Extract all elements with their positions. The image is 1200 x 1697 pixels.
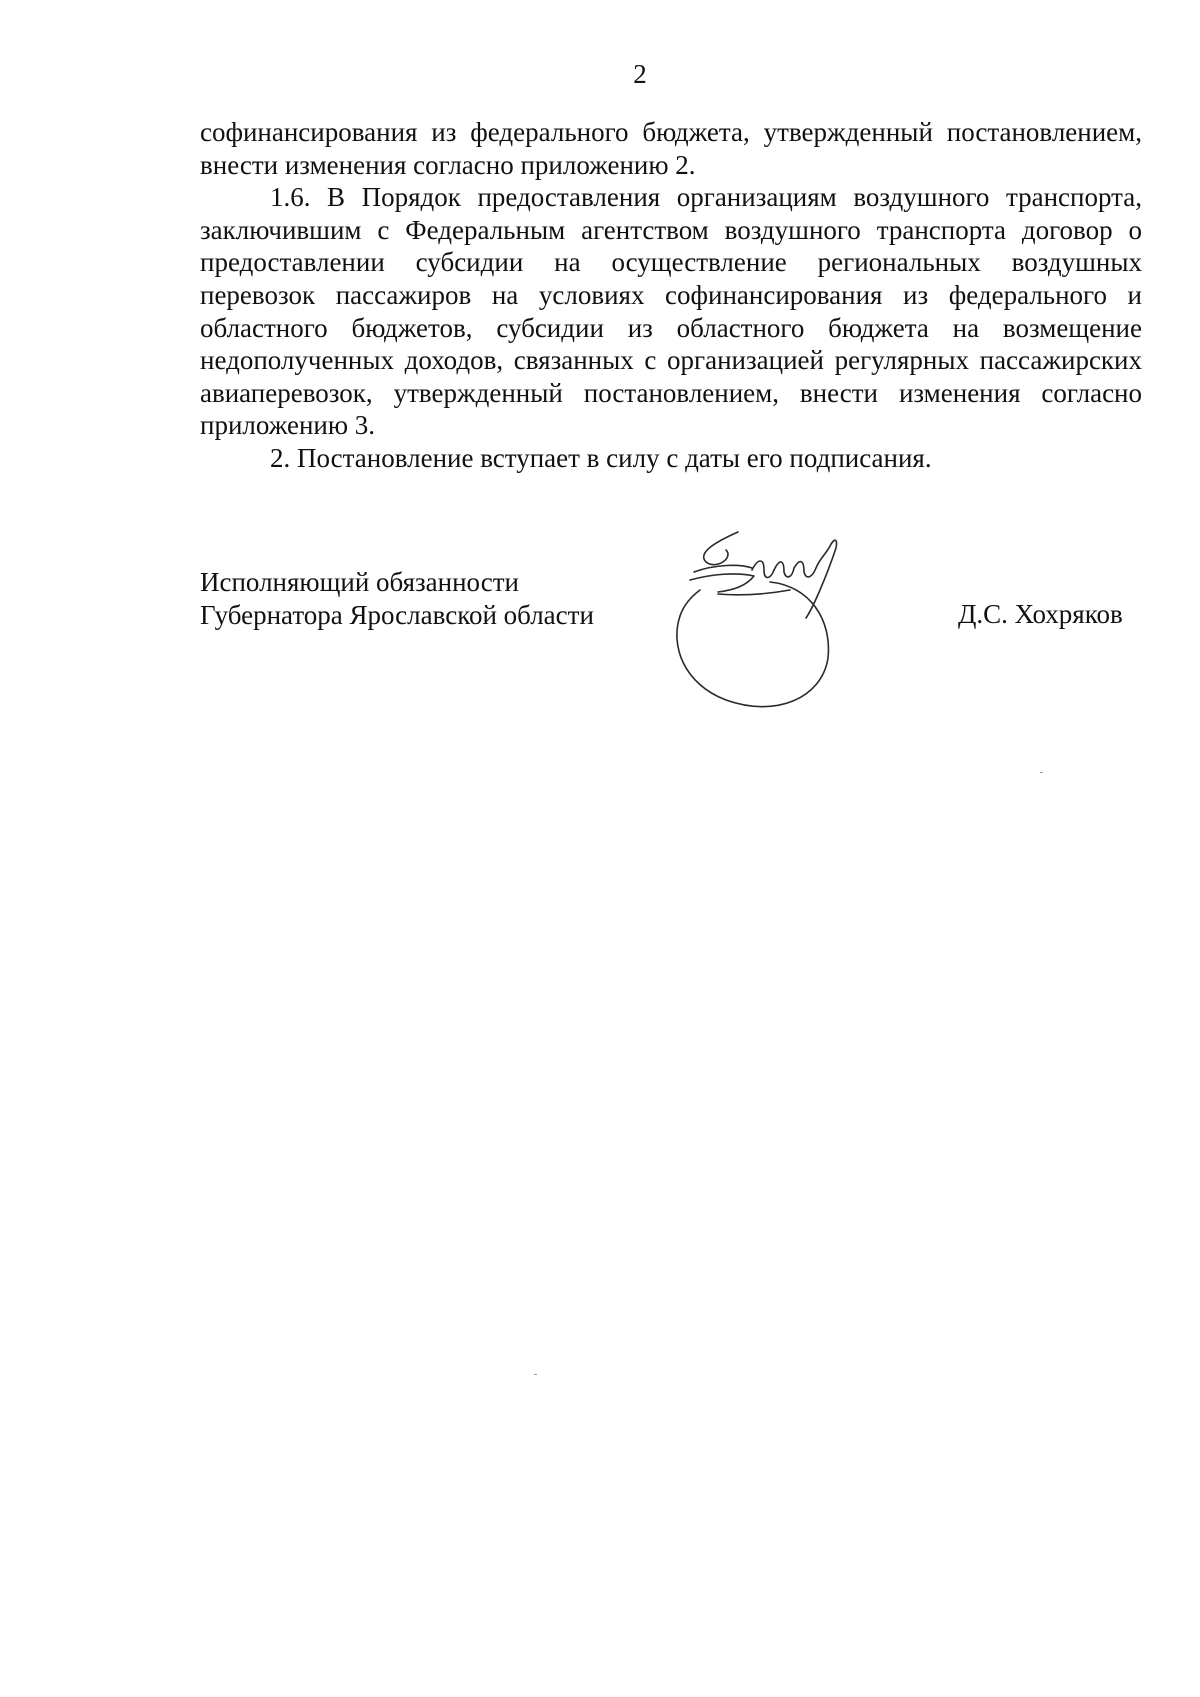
page-number: 2	[633, 59, 647, 89]
paragraph-item-1-6: 1.6. В Порядок предоставления организациям воздушного транспорта, заключившим с Федеральным агентством воздушного транспорта договор о предоставлении субсидии на осуществление региональных воздушных перевозок пассажиров на условиях софинансирования из федерального и областного бюджетов, субсидии из областного бюджета на возмещение недополученных доходов, связанных с организацией регулярных пассажирских авиаперевозок, утвержденный постановлением, внести изменения согласно приложению 3.	[200, 182, 1142, 441]
handwritten-signature	[660, 520, 920, 730]
signatory-position-line-1: Исполняющий обязанности	[200, 567, 519, 597]
document-body	[200, 116, 1142, 475]
scan-speck	[1040, 772, 1043, 773]
signer-name: Д.С. Хохряков	[958, 599, 1123, 629]
signatory-position-line-2: Губернатора Ярославской области	[200, 599, 594, 630]
signatory-position	[200, 566, 594, 631]
scan-speck	[534, 1374, 537, 1375]
paragraph-item-2: 2. Постановление вступает в силу с даты его подписания.	[270, 442, 932, 473]
paragraph-continuation: софинансирования из федерального бюджета, утвержденный постановлением, внести изменения согласно приложению 2.	[200, 117, 1142, 180]
